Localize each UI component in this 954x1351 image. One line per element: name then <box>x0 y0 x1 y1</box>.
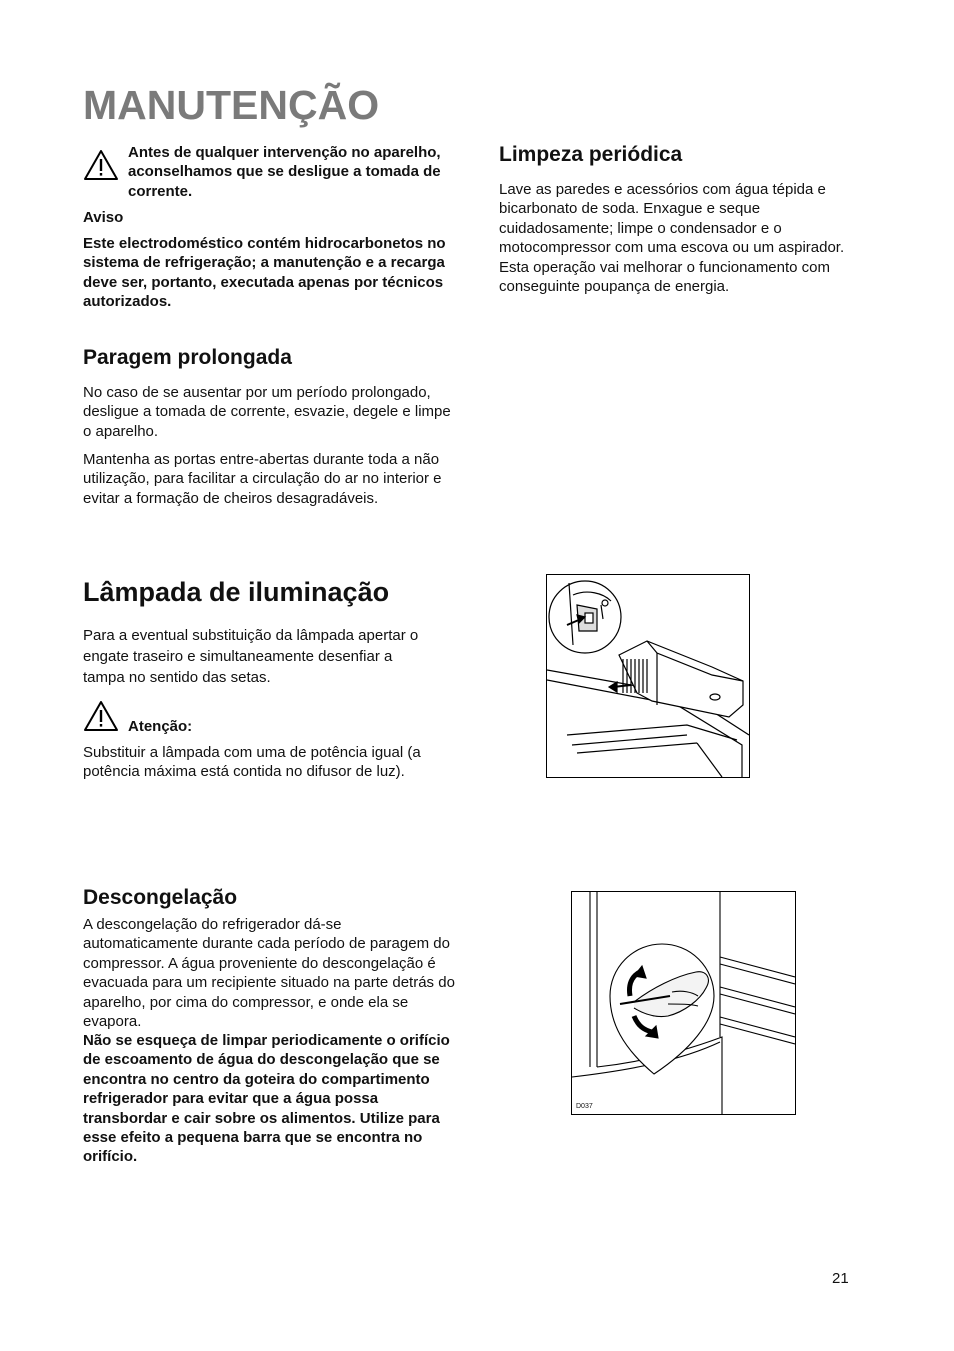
warning-intro: Antes de qualquer intervenção no aparelho, aconselhamos que se desligue a tomada de corrente. <box>128 144 441 200</box>
figure-code: D037 <box>576 1103 593 1110</box>
attention-warning-icon <box>83 700 119 732</box>
paragem-paragraph-2: Mantenha as portas entre-abertas durante toda a não utilização, para facilitar a circulação do ar no interior e evitar a formação de cheiros desagradáveis. <box>83 451 442 507</box>
paragem-heading: Paragem prolongada <box>83 346 292 369</box>
limpeza-text: Lave as paredes e acessórios com água tépida e bicarbonato de soda. Enxague e seque cuidadosamente; limpe o condensador e o motocompressor com uma escova ou um aspirador. Esta operação vai melhorar o funcionamento com conseguinte poupança de energia. <box>499 181 845 296</box>
page-title: MANUTENÇÃO <box>83 82 380 128</box>
descongelacao-heading: Descongelação <box>83 886 238 909</box>
aviso-label: Aviso <box>83 209 124 226</box>
lamp-illustration <box>546 574 750 778</box>
warning-icon <box>83 149 119 181</box>
lampada-text: Para a eventual substituição da lâmpada apertar o engate traseiro e simultaneamente desenfiar a tampa no sentido das setas. <box>83 627 419 686</box>
aviso-text: Este electrodoméstico contém hidrocarbonetos no sistema de refrigeração; a manutenção e a recarga deve ser, portanto, executada apenas por técnicos autorizados. <box>83 235 446 311</box>
page-number: 21 <box>832 1270 849 1287</box>
attention-label: Atenção: <box>128 718 193 735</box>
descongelacao-text: A descongelação do refrigerador dá-se automaticamente durante cada período de paragem do compressor. A água proveniente do descongelação é evacuada para um recipiente situado na parte detrás do aparelho, por cima do compressor, e onde ela se evapora. <box>83 916 455 1031</box>
limpeza-heading: Limpeza periódica <box>499 143 683 166</box>
attention-text: Substituir a lâmpada com uma de potência igual (a potência máxima está contida no difusor de luz). <box>83 744 421 781</box>
descongelacao-bold-text: Não se esqueça de limpar periodicamente o orifício de escoamento de água do descongelação que se encontra no centro da goteira do compartimento refrigerador para evitar que a água possa transbordar e cair sobre os alimentos. Utilize para esse efeito a pequena barra que se encontra no orifício. <box>83 1032 450 1166</box>
lampada-heading: Lâmpada de iluminação <box>83 577 390 607</box>
paragem-paragraph-1: No caso de se ausentar por um período prolongado, desligue a tomada de corrente, esvazie, degele e limpe o aparelho. <box>83 384 451 440</box>
defrost-illustration <box>571 891 796 1115</box>
